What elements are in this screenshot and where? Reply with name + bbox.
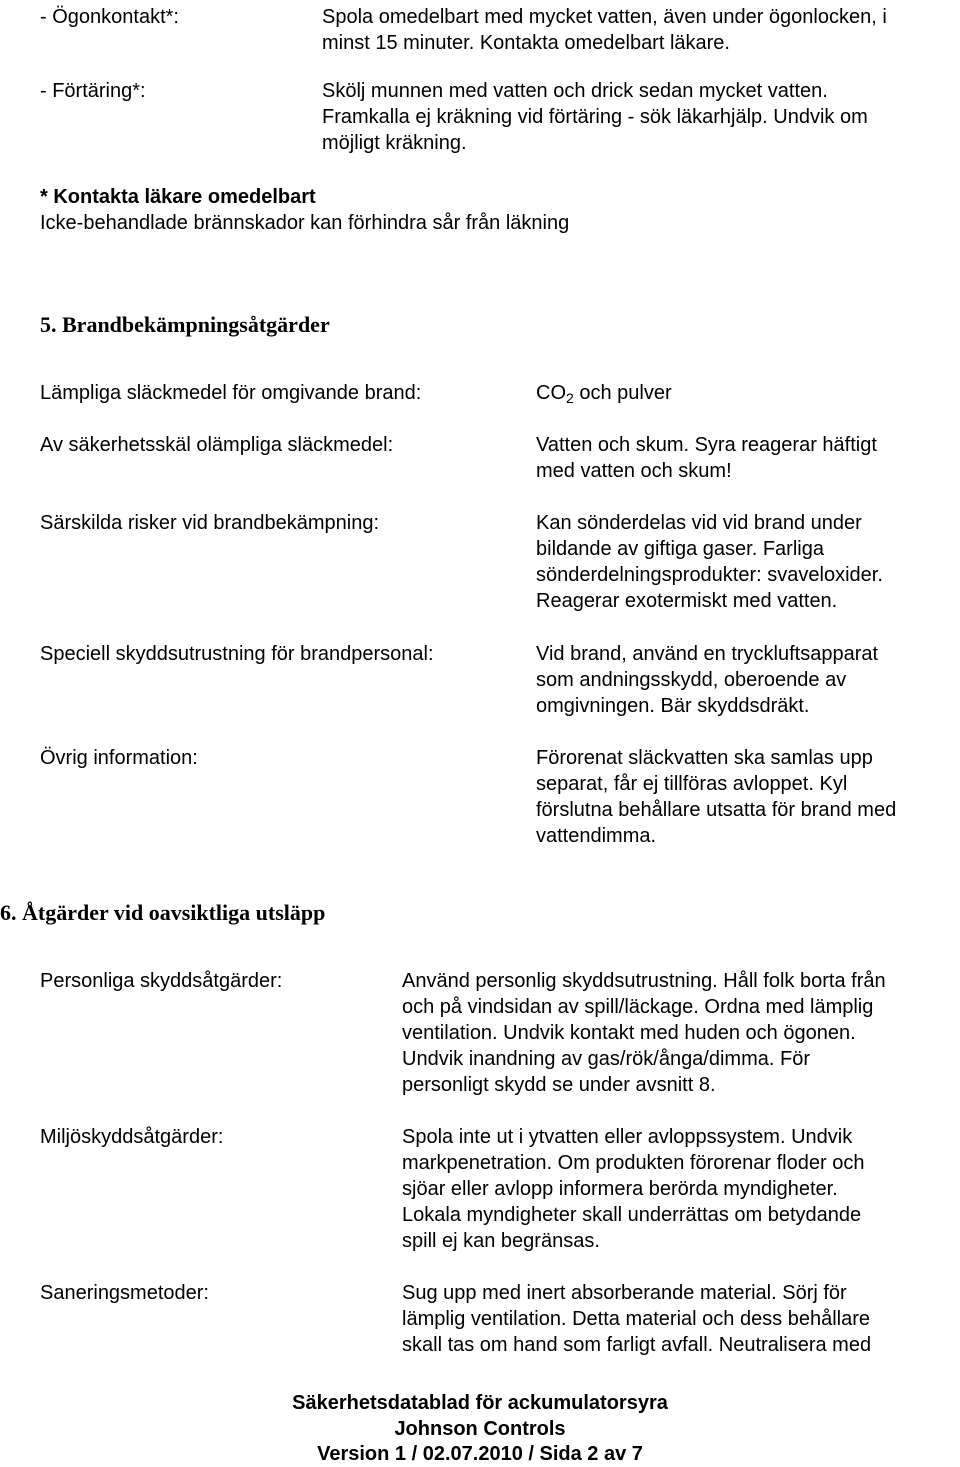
text-line: minst 15 minuter. Kontakta omedelbart läkare. <box>322 32 730 54</box>
text-line: Reagerar exotermiskt med vatten. <box>536 590 838 612</box>
row-value <box>536 641 878 719</box>
row-value <box>402 1124 864 1254</box>
text-line: Förorenat släckvatten ska samlas upp <box>536 747 873 769</box>
text-line: Framkalla ej kräkning vid förtäring - sök läkarhjälp. Undvik om <box>322 106 868 128</box>
row-value <box>402 968 886 1098</box>
text-line: och på vindsidan av spill/läckage. Ordna med lämplig <box>402 996 874 1018</box>
text-line: med vatten och skum! <box>536 460 732 482</box>
ingestion-label: - Förtäring*: <box>40 80 146 102</box>
text-line: bildande av giftiga gaser. Farliga <box>536 538 824 560</box>
row-value <box>536 510 883 614</box>
row-label: Personliga skyddsåtgärder: <box>40 970 283 992</box>
row-value <box>536 380 672 406</box>
text-line: Spola inte ut i ytvatten eller avloppssystem. Undvik <box>402 1126 853 1148</box>
row-value <box>536 745 896 849</box>
text-line: förslutna behållare utsatta för brand med <box>536 799 897 821</box>
row-label: Speciell skyddsutrustning för brandpersonal: <box>40 643 434 665</box>
text-line: Kan sönderdelas vid vid brand under <box>536 512 862 534</box>
burns-note: Icke-behandlade brännskador kan förhindra sår från läkning <box>40 212 570 234</box>
text-line: Sug upp med inert absorberande material. Sörj för <box>402 1282 847 1304</box>
text-line: Vid brand, använd en tryckluftsapparat <box>536 643 879 665</box>
ingestion-text <box>322 78 868 156</box>
row-value <box>402 1280 871 1358</box>
text-line: vattendimma. <box>536 825 657 847</box>
row-label: Lämpliga släckmedel för omgivande brand: <box>40 382 422 404</box>
text-line: Spola omedelbart med mycket vatten, även under ögonlocken, i <box>322 6 887 28</box>
section-5-heading: 5. Brandbekämpningsåtgärder <box>40 312 330 337</box>
eye-contact-text <box>322 4 887 56</box>
text-line: spill ej kan begränsas. <box>402 1230 600 1252</box>
co2-text: CO <box>536 382 566 404</box>
text-line: Vatten och skum. Syra reagerar häftigt <box>536 434 877 456</box>
text-line: lämplig ventilation. Detta material och dess behållare <box>402 1308 871 1330</box>
row-value <box>536 432 877 484</box>
text-line: sjöar eller avlopp informera berörda myndigheter. <box>402 1178 838 1200</box>
text-line: Skölj munnen med vatten och drick sedan mycket vatten. <box>322 80 828 102</box>
row-label: Övrig information: <box>40 747 198 769</box>
row-label: Av säkerhetsskäl olämpliga släckmedel: <box>40 434 394 456</box>
text-line: ventilation. Undvik kontakt med huden och ögonen. <box>402 1022 856 1044</box>
text-line: sönderdelningsprodukter: svaveloxider. <box>536 564 883 586</box>
footer-company: Johnson Controls <box>394 1418 566 1440</box>
text-line: personligt skydd se under avsnitt 8. <box>402 1074 716 1096</box>
row-label: Miljöskyddsåtgärder: <box>40 1126 224 1148</box>
co2-subscript: 2 <box>566 390 574 406</box>
value-suffix: och pulver <box>573 382 672 404</box>
row-label: Saneringsmetoder: <box>40 1282 209 1304</box>
text-line: Använd personlig skyddsutrustning. Håll folk borta från <box>402 970 886 992</box>
footer-version: Version 1 / 02.07.2010 / Sida 2 av 7 <box>317 1443 643 1465</box>
footer-title: Säkerhetsdatablad för ackumulatorsyra <box>292 1392 668 1414</box>
text-line: markpenetration. Om produkten förorenar floder och <box>402 1152 865 1174</box>
eye-contact-label: - Ögonkontakt*: <box>40 6 179 28</box>
text-line: omgivningen. Bär skyddsdräkt. <box>536 695 810 717</box>
row-label: Särskilda risker vid brandbekämpning: <box>40 512 380 534</box>
text-line: skall tas om hand som farligt avfall. Neutralisera med <box>402 1334 872 1356</box>
contact-doctor-note: * Kontakta läkare omedelbart <box>40 186 316 208</box>
text-line: Lokala myndigheter skall underrättas om betydande <box>402 1204 862 1226</box>
text-line: möjligt kräkning. <box>322 132 467 154</box>
text-line: Undvik inandning av gas/rök/ånga/dimma. För <box>402 1048 810 1070</box>
section-6-heading: 6. Åtgärder vid oavsiktliga utsläpp <box>0 900 326 925</box>
text-line: som andningsskydd, oberoende av <box>536 669 847 691</box>
text-line: separat, får ej tillföras avloppet. Kyl <box>536 773 848 795</box>
